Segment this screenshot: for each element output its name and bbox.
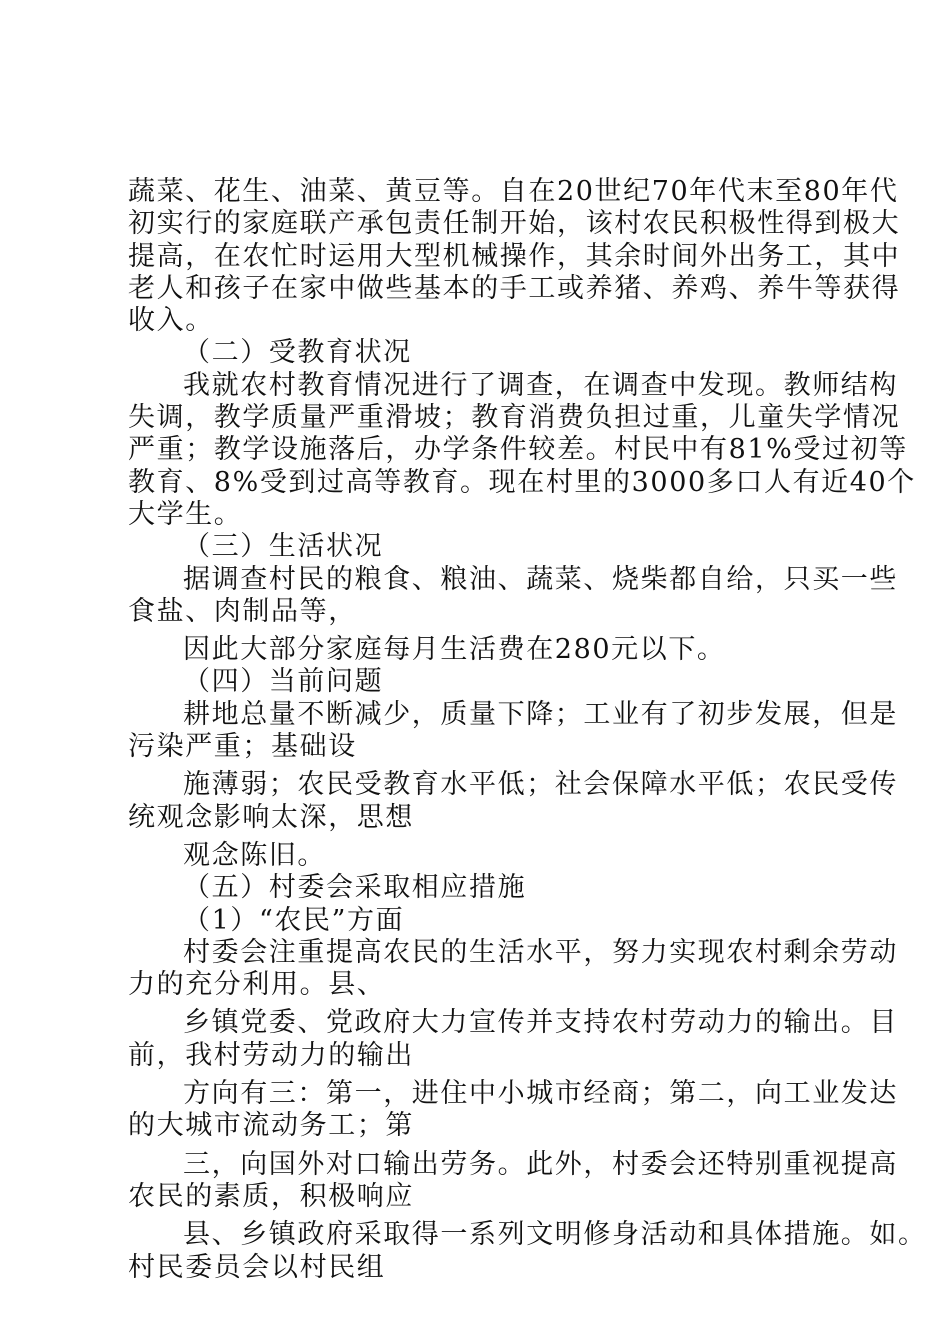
- text-line: 统观念影响太深，思想: [128, 801, 414, 833]
- text-line: （四）当前问题: [183, 666, 384, 698]
- text-line: 耕地总量不断减少，质量下降；工业有了初步发展，但是: [183, 698, 898, 730]
- text-line: 力的充分利用。县、: [128, 969, 386, 1001]
- text-line: 大学生。: [128, 498, 243, 530]
- text-line: 村民委员会以村民组: [128, 1251, 386, 1283]
- text-line: 因此大部分家庭每月生活费在280元以下。: [183, 634, 726, 666]
- text-line: 前，我村劳动力的输出: [128, 1039, 414, 1071]
- text-line: 食盐、肉制品等，: [128, 595, 357, 627]
- text-line: （二）受教育状况: [183, 337, 412, 369]
- text-line: 老人和孩子在家中做些基本的手工或养猪、养鸡、养牛等获得: [128, 272, 901, 304]
- text-line: 收入。: [128, 305, 214, 337]
- text-line: 教育、8%受到过高等教育。现在村里的3000多口人有近40个: [128, 466, 916, 498]
- text-line: 县、乡镇政府采取得一系列文明修身活动和具体措施。如。: [183, 1219, 927, 1251]
- text-line: 蔬菜、花生、油菜、黄豆等。自在20世纪70年代末至80年代: [128, 176, 899, 207]
- text-line: 农民的素质，积极响应: [128, 1180, 414, 1212]
- text-line: 我就农村教育情况进行了调查，在调查中发现。教师结构: [183, 369, 898, 401]
- text-line: （五）村委会采取相应措施: [183, 872, 527, 904]
- text-line: 施薄弱；农民受教育水平低；社会保障水平低；农民受传: [183, 769, 898, 801]
- text-line: 观念陈旧。: [183, 839, 326, 871]
- text-line: 的大城市流动务工；第: [128, 1110, 414, 1142]
- text-line: 乡镇党委、党政府大力宣传并支持农村劳动力的输出。目: [183, 1007, 898, 1039]
- text-line: （1）“农民”方面: [183, 904, 405, 936]
- text-line: 初实行的家庭联产承包责任制开始，该村农民积极性得到极大: [128, 208, 901, 240]
- text-line: （三）生活状况: [183, 531, 384, 563]
- text-line: 村委会注重提高农民的生活水平，努力实现农村剩余劳动: [183, 936, 898, 968]
- text-line: 严重；教学设施落后，办学条件较差。村民中有81%受过初等: [128, 434, 908, 466]
- text-line: 失调，教学质量严重滑坡；教育消费负担过重，儿童失学情况: [128, 402, 901, 434]
- text-line: 提高，在农忙时运用大型机械操作，其余时间外出务工，其中: [128, 240, 901, 272]
- text-line: 三，向国外对口输出劳务。此外，村委会还特别重视提高: [183, 1148, 898, 1180]
- text-line: 方向有三：第一，进住中小城市经商；第二，向工业发达: [183, 1078, 898, 1110]
- text-line: 污染严重；基础设: [128, 731, 357, 763]
- body-text: [128, 176, 927, 1284]
- text-line: 据调查村民的粮食、粮油、蔬菜、烧柴都自给，只买一些: [183, 563, 898, 595]
